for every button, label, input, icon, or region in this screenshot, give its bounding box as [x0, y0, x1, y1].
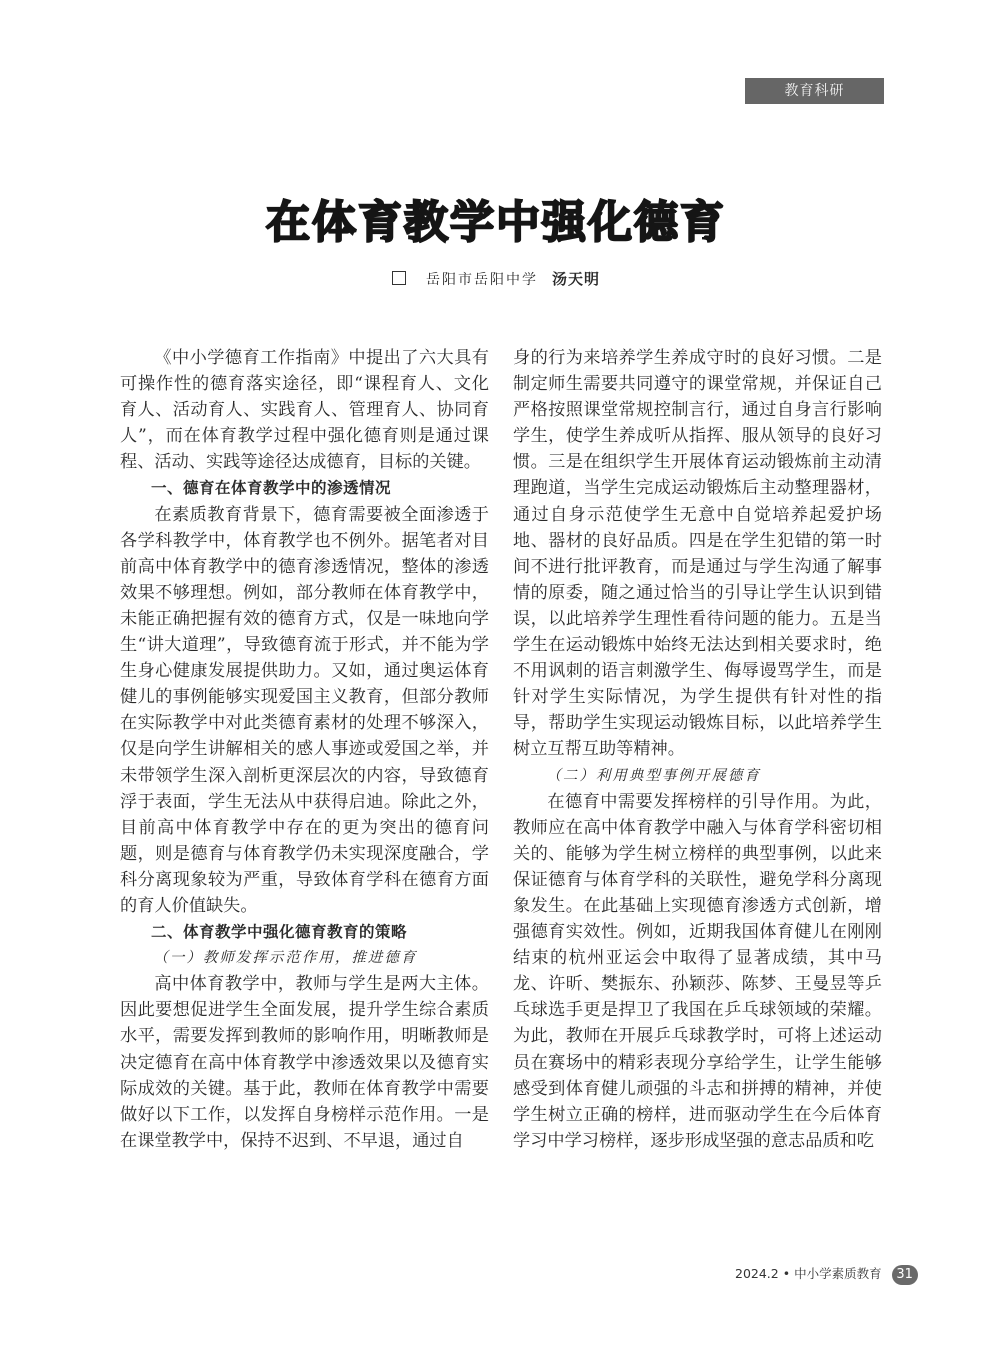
subsection-heading-1: （一）教师发挥示范作用，推进德育 — [153, 950, 418, 967]
article-title: 在体育教学中强化德育 — [266, 197, 726, 248]
subsection-heading-2: （二）利用典型事例开展德育 — [546, 767, 761, 784]
footer-separator: • — [782, 1266, 791, 1281]
issue-number: 2024.2 — [735, 1266, 779, 1281]
square-bullet-icon — [392, 271, 406, 285]
intro-paragraph: 《中小学德育工作指南》中提出了六大具有可操作性的德育落实途径，即“课程育人、文化育人、活动育人、实践育人、管理育人、协同育人”，而在体育教学过程中强化德育则是通过课程、活动、实践等途径达成德育，目标的关键。 — [120, 348, 489, 473]
body-paragraph: 在德育中需要发挥榜样的引导作用。为此，教师应在高中体育教学中融入与体育学科密切相关的、能够为学生树立榜样的典型事例，以此来保证德育与体育学科的关联性，避免学科分离现象发生。在此基础上实现德育渗透方式创新，增强德育实效性。例如，近期我国体育健儿在刚刚结束的杭州亚运会中取得了显著成绩，其中马龙、许昕、樊振东、孙颖莎、陈梦、王曼昱等乒乓球选手更是捍卫了我国在乒乓球领域的荣耀。为此，教师在开展乒乓球教学时，可将上述运动员在赛场中的精彩表现分享给学生，让学生能够感受到体育健儿顽强的斗志和拼搏的精神，并使学生树立正确的榜样，进而驱动学生在今后体育学习中学习榜样，逐步形成坚强的意志品质和吃 — [513, 791, 882, 1151]
section-heading-1: 一、德育在体育教学中的渗透情况 — [151, 479, 392, 498]
page-number-badge: 31 — [892, 1265, 918, 1285]
author-school: 岳阳市岳阳中学 — [425, 272, 538, 288]
left-column — [120, 345, 489, 1154]
body-paragraph: 在素质教育背景下，德育需要被全面渗透于各学科教学中，体育教学也不例外。据笔者对目前高中体育教学中的德育渗透情况，整体的渗透效果不够理想。例如，部分教师在体育教学中，未能正确把握有效的德育方式，仅是一味地向学生“讲大道理”，导致德育流于形式，并不能为学生身心健康发展提供助力。又如，通过奥运体育健儿的事例能够实现爱国主义教育，但部分教师在实际教学中对此类德育素材的处理不够深入，仅是向学生讲解相关的感人事迹或爱国之举，并未带领学生深入剖析更深层次的内容，导致德育浮于表面，学生无法从中获得启迪。除此之外，目前高中体育教学中存在的更为突出的德育问题，则是德育与体育教学仍未实现深度融合，学科分离现象较为严重，导致体育学科在德育方面的育人价值缺失。 — [120, 504, 489, 916]
body-paragraph-continued: 身的行为来培养学生养成守时的良好习惯。二是制定师生需要共同遵守的课堂常规，并保证自己严格按照课堂常规控制言行，通过自身言行影响学生，使学生养成听从指挥、服从领导的良好习惯。三是在组织学生开展体育运动锻炼前主动清理跑道，当学生完成运动锻炼后主动整理器材，通过自身示范使学生无意中自觉培养起爱护场地、器材的良好品质。四是在学生犯错的第一时间不进行批评教育，而是通过与学生沟通了解事情的原委，随之通过恰当的引导让学生认识到错误，以此培养学生理性看待问题的能力。五是当学生在运动锻炼中始终无法达到相关要求时，绝不用讽刺的语言刺激学生、侮辱谩骂学生，而是针对学生实际情况，为学生提供有针对性的指导，帮助学生实现运动锻炼目标，以此培养学生树立互帮互助等精神。 — [513, 348, 882, 760]
section-tag: 教育科研 — [745, 78, 884, 104]
body-paragraph: 高中体育教学中，教师与学生是两大主体。因此要想促进学生全面发展，提升学生综合素质水平，需要发挥到教师的影响作用，明晰教师是决定德育在高中体育教学中渗透效果以及德育实际成效的关键。基于此，教师在体育教学中需要做好以下工作，以发挥自身榜样示范作用。一是在课堂教学中，保持不迟到、不早退，通过自 — [120, 974, 489, 1151]
author-name: 汤天明 — [551, 270, 600, 288]
page-footer — [735, 1263, 918, 1285]
byline — [0, 268, 992, 291]
section-heading-2: 二、体育教学中强化德育教育的策略 — [151, 923, 408, 942]
journal-name: 中小学素质教育 — [794, 1266, 882, 1281]
right-column — [513, 345, 882, 1154]
